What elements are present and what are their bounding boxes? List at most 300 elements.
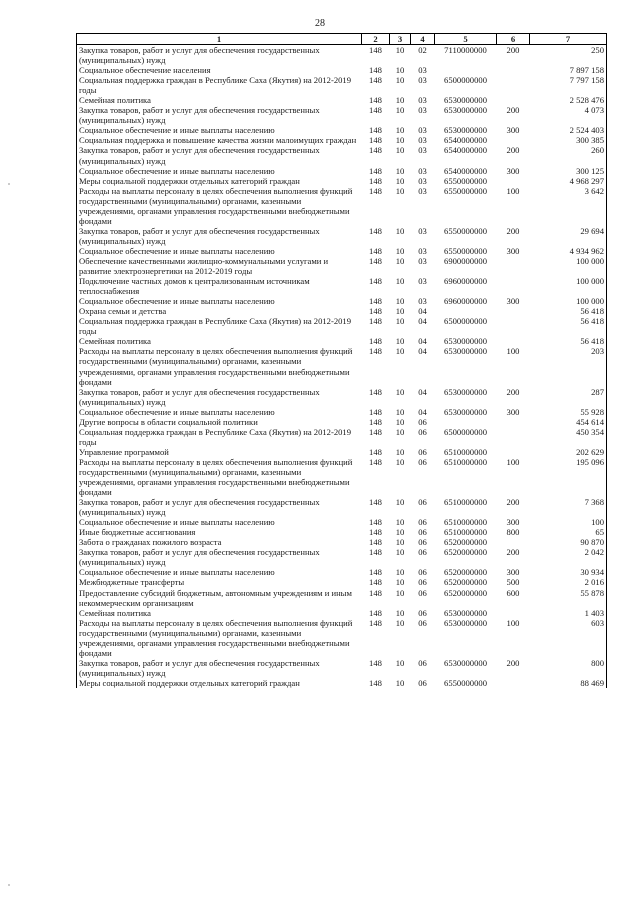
row-code-6: 200 bbox=[506, 547, 520, 558]
row-code-4: 06 bbox=[418, 537, 427, 548]
row-code-3: 10 bbox=[395, 446, 405, 457]
scan-artifact bbox=[8, 884, 10, 886]
row-code-2: 148 bbox=[369, 145, 382, 156]
row-code-5: 6530000000 bbox=[444, 386, 487, 397]
row-code-5: 6530000000 bbox=[444, 607, 487, 618]
row-amount: 56 418 bbox=[530, 336, 607, 346]
row-code-2: 148 bbox=[369, 346, 382, 357]
table-row bbox=[77, 567, 607, 577]
row-amount: 4 073 bbox=[530, 105, 607, 125]
row-amount: 65 bbox=[530, 527, 607, 537]
row-description: Закупка товаров, работ и услуг для обеспечения государственных (муниципальных) нужд bbox=[77, 105, 362, 125]
row-code-4: 03 bbox=[418, 105, 427, 116]
row-code-4: 04 bbox=[418, 386, 427, 397]
table-row bbox=[77, 387, 607, 407]
row-code-4: 03 bbox=[418, 165, 427, 176]
table-row bbox=[77, 658, 607, 678]
row-description: Межбюджетные трансферты bbox=[77, 577, 362, 587]
row-code-6: 300 bbox=[506, 517, 520, 528]
row-code-3: 10 bbox=[395, 276, 405, 287]
table-row bbox=[77, 226, 607, 246]
row-code-5: 6540000000 bbox=[444, 165, 487, 176]
row-code-5 bbox=[435, 306, 497, 316]
row-code-2: 148 bbox=[369, 175, 382, 186]
row-code-6: 300 bbox=[506, 245, 520, 256]
row-code-3: 10 bbox=[395, 105, 405, 116]
row-code-6: 300 bbox=[506, 406, 520, 417]
row-code-2: 148 bbox=[369, 45, 382, 55]
row-code-4: 03 bbox=[418, 225, 427, 236]
row-code-5: 6500000000 bbox=[444, 75, 487, 86]
row-amount: 450 354 bbox=[530, 427, 607, 447]
table-row bbox=[77, 407, 607, 417]
row-code-3: 10 bbox=[395, 527, 405, 538]
row-code-6 bbox=[497, 447, 530, 457]
row-amount: 88 469 bbox=[530, 678, 607, 688]
row-code-2: 148 bbox=[369, 105, 382, 116]
row-code-3: 10 bbox=[395, 577, 405, 588]
row-amount: 90 870 bbox=[530, 537, 607, 547]
row-code-3: 10 bbox=[395, 497, 405, 508]
table-row bbox=[77, 176, 607, 186]
row-code-4: 04 bbox=[418, 346, 427, 357]
row-code-3: 10 bbox=[395, 65, 405, 76]
table-row bbox=[77, 417, 607, 427]
row-code-2: 148 bbox=[369, 185, 382, 196]
row-code-4: 06 bbox=[418, 577, 427, 588]
table-row bbox=[77, 135, 607, 145]
row-code-2: 148 bbox=[369, 245, 382, 256]
row-code-3: 10 bbox=[395, 456, 405, 467]
table-row bbox=[77, 256, 607, 276]
row-amount: 2 528 476 bbox=[530, 95, 607, 105]
row-code-6: 300 bbox=[506, 125, 520, 136]
row-description: Закупка товаров, работ и услуг для обеспечения государственных (муниципальных) нужд bbox=[77, 226, 362, 246]
row-code-6: 200 bbox=[506, 497, 520, 508]
row-code-4: 03 bbox=[418, 135, 427, 146]
row-code-6 bbox=[497, 417, 530, 427]
table-row bbox=[77, 547, 607, 567]
row-code-6: 200 bbox=[506, 105, 520, 116]
row-code-6 bbox=[497, 256, 530, 276]
row-code-3: 10 bbox=[395, 657, 405, 668]
table-row bbox=[77, 618, 607, 658]
row-code-6 bbox=[497, 316, 530, 336]
row-description: Социальное обеспечение и иные выплаты населению bbox=[77, 125, 362, 135]
table-row bbox=[77, 75, 607, 95]
row-amount: 202 629 bbox=[530, 447, 607, 457]
row-code-3: 10 bbox=[395, 95, 405, 106]
row-code-5 bbox=[435, 65, 497, 75]
row-code-4: 06 bbox=[418, 446, 427, 457]
row-code-2: 148 bbox=[369, 537, 382, 548]
row-code-2: 148 bbox=[369, 255, 382, 266]
row-description: Закупка товаров, работ и услуг для обеспечения государственных (муниципальных) нужд bbox=[77, 145, 362, 165]
row-code-6 bbox=[497, 75, 530, 95]
row-code-2: 148 bbox=[369, 577, 382, 588]
row-code-6 bbox=[497, 306, 530, 316]
row-code-4: 06 bbox=[418, 527, 427, 538]
row-amount: 2 042 bbox=[530, 547, 607, 567]
row-code-2: 148 bbox=[369, 446, 382, 457]
row-description: Социальное обеспечение и иные выплаты населению bbox=[77, 407, 362, 417]
row-amount: 250 bbox=[530, 45, 607, 66]
row-code-4: 03 bbox=[418, 125, 427, 136]
row-description: Социальное обеспечение и иные выплаты населению bbox=[77, 517, 362, 527]
row-code-4: 03 bbox=[418, 75, 427, 86]
row-code-2: 148 bbox=[369, 65, 382, 76]
row-code-2: 148 bbox=[369, 336, 382, 347]
row-code-4: 04 bbox=[418, 306, 427, 317]
table-row bbox=[77, 588, 607, 608]
row-description: Расходы на выплаты персоналу в целях обеспечения выполнения функций государственными (муниципальными) органами, казенными учреждениями, органами управления государственными внебюджетными фондами bbox=[77, 618, 362, 658]
row-code-6 bbox=[497, 276, 530, 296]
row-code-6: 100 bbox=[506, 456, 520, 467]
row-code-2: 148 bbox=[369, 406, 382, 417]
row-code-4: 06 bbox=[418, 587, 427, 598]
row-code-6: 200 bbox=[506, 45, 520, 55]
row-amount: 287 bbox=[530, 387, 607, 407]
row-code-3: 10 bbox=[395, 517, 405, 528]
row-code-3: 10 bbox=[395, 617, 405, 628]
row-amount: 203 bbox=[530, 346, 607, 386]
row-description: Социальное обеспечение и иные выплаты населению bbox=[77, 246, 362, 256]
row-code-5: 6540000000 bbox=[444, 145, 487, 156]
row-code-6 bbox=[497, 336, 530, 346]
table-row bbox=[77, 577, 607, 587]
row-description: Социальное обеспечение и иные выплаты населению bbox=[77, 567, 362, 577]
table-row bbox=[77, 65, 607, 75]
row-code-4: 06 bbox=[418, 567, 427, 578]
table-row bbox=[77, 336, 607, 346]
row-amount: 100 000 bbox=[530, 276, 607, 296]
row-amount: 56 418 bbox=[530, 316, 607, 336]
row-code-5: 6530000000 bbox=[444, 617, 487, 628]
row-amount: 7 897 158 bbox=[530, 65, 607, 75]
table-row bbox=[77, 166, 607, 176]
row-code-5: 6510000000 bbox=[444, 446, 487, 457]
row-code-5: 6550000000 bbox=[444, 225, 487, 236]
row-code-5: 6540000000 bbox=[444, 135, 487, 146]
row-code-6: 300 bbox=[506, 165, 520, 176]
table-row bbox=[77, 678, 607, 688]
row-code-3: 10 bbox=[395, 587, 405, 598]
row-description: Социальное обеспечение и иные выплаты населению bbox=[77, 166, 362, 176]
table-row bbox=[77, 537, 607, 547]
row-code-3: 10 bbox=[395, 125, 405, 136]
row-description: Другие вопросы в области социальной политики bbox=[77, 417, 362, 427]
table-row bbox=[77, 296, 607, 306]
row-code-4: 03 bbox=[418, 245, 427, 256]
row-amount: 1 403 bbox=[530, 608, 607, 618]
table-row bbox=[77, 45, 607, 66]
row-code-3: 10 bbox=[395, 416, 405, 427]
row-amount: 30 934 bbox=[530, 567, 607, 577]
row-description: Охрана семьи и детства bbox=[77, 306, 362, 316]
row-code-4: 06 bbox=[418, 416, 427, 427]
row-code-4: 03 bbox=[418, 65, 427, 76]
row-code-6: 100 bbox=[506, 617, 520, 628]
row-code-2: 148 bbox=[369, 296, 382, 307]
row-code-6 bbox=[497, 427, 530, 447]
row-code-6: 500 bbox=[506, 577, 520, 588]
table-row bbox=[77, 105, 607, 125]
row-description: Семейная политика bbox=[77, 608, 362, 618]
row-description: Закупка товаров, работ и услуг для обеспечения государственных (муниципальных) нужд bbox=[77, 497, 362, 517]
row-code-4: 04 bbox=[418, 316, 427, 327]
row-code-5: 6520000000 bbox=[444, 547, 487, 558]
row-code-4: 06 bbox=[418, 426, 427, 437]
table-row bbox=[77, 517, 607, 527]
table-row bbox=[77, 608, 607, 618]
row-code-6: 100 bbox=[506, 185, 520, 196]
row-code-4: 06 bbox=[418, 497, 427, 508]
table-row bbox=[77, 95, 607, 105]
row-description: Предоставление субсидий бюджетным, автономным учреждениям и иным некоммерческим организациям bbox=[77, 588, 362, 608]
column-header: 6 bbox=[497, 34, 530, 45]
row-code-2: 148 bbox=[369, 607, 382, 618]
row-code-5: 6510000000 bbox=[444, 517, 487, 528]
row-code-3: 10 bbox=[395, 346, 405, 357]
table-body bbox=[77, 45, 607, 689]
row-amount: 800 bbox=[530, 658, 607, 678]
row-code-2: 148 bbox=[369, 276, 382, 287]
table-row bbox=[77, 346, 607, 386]
row-code-3: 10 bbox=[395, 426, 405, 437]
scan-artifact bbox=[8, 183, 10, 185]
row-code-6: 200 bbox=[506, 225, 520, 236]
row-code-3: 10 bbox=[395, 537, 405, 548]
row-amount: 7 368 bbox=[530, 497, 607, 517]
row-code-5: 6530000000 bbox=[444, 95, 487, 106]
row-description: Управление программой bbox=[77, 447, 362, 457]
row-code-6: 300 bbox=[506, 567, 520, 578]
row-code-5: 6550000000 bbox=[444, 245, 487, 256]
row-code-6 bbox=[497, 176, 530, 186]
table-row bbox=[77, 145, 607, 165]
row-code-2: 148 bbox=[369, 316, 382, 327]
row-code-6: 800 bbox=[506, 527, 520, 538]
row-code-3: 10 bbox=[395, 255, 405, 266]
row-description: Социальная поддержка граждан в Республике Саха (Якутия) на 2012-2019 годы bbox=[77, 75, 362, 95]
table-row bbox=[77, 457, 607, 497]
row-description: Семейная политика bbox=[77, 95, 362, 105]
row-code-4: 06 bbox=[418, 607, 427, 618]
row-code-3: 10 bbox=[395, 245, 405, 256]
row-code-6: 600 bbox=[506, 587, 520, 598]
row-code-3: 10 bbox=[395, 386, 405, 397]
row-description: Обеспечение качественными жилищно-коммунальными услугами и развитие электроэнергетики на 2012-2019 годы bbox=[77, 256, 362, 276]
row-code-4: 06 bbox=[418, 456, 427, 467]
row-code-2: 148 bbox=[369, 165, 382, 176]
row-code-4: 06 bbox=[418, 677, 427, 688]
row-code-5: 6530000000 bbox=[444, 336, 487, 347]
row-code-4: 06 bbox=[418, 657, 427, 668]
row-amount: 56 418 bbox=[530, 306, 607, 316]
table-row bbox=[77, 316, 607, 336]
row-code-5: 6520000000 bbox=[444, 587, 487, 598]
row-amount: 100 bbox=[530, 517, 607, 527]
row-code-5: 6960000000 bbox=[444, 276, 487, 287]
table-row bbox=[77, 306, 607, 316]
row-description: Социальное обеспечение населения bbox=[77, 65, 362, 75]
row-code-6: 200 bbox=[506, 145, 520, 156]
row-code-2: 148 bbox=[369, 547, 382, 558]
row-code-5: 6530000000 bbox=[444, 346, 487, 357]
row-code-3: 10 bbox=[395, 225, 405, 236]
table-header bbox=[77, 34, 607, 45]
row-code-5 bbox=[435, 417, 497, 427]
row-code-6 bbox=[497, 95, 530, 105]
row-code-5: 6550000000 bbox=[444, 185, 487, 196]
table-row bbox=[77, 447, 607, 457]
row-code-2: 148 bbox=[369, 426, 382, 437]
row-amount: 195 096 bbox=[530, 457, 607, 497]
table-row bbox=[77, 527, 607, 537]
row-description: Расходы на выплаты персоналу в целях обеспечения выполнения функций государственными (муниципальными) органами, казенными учреждениями, органами управления государственными внебюджетными фондами bbox=[77, 186, 362, 226]
row-code-3: 10 bbox=[395, 316, 405, 327]
row-code-6 bbox=[497, 135, 530, 145]
row-code-2: 148 bbox=[369, 75, 382, 86]
row-code-3: 10 bbox=[395, 547, 405, 558]
row-code-5: 6960000000 bbox=[444, 296, 487, 307]
row-amount: 55 878 bbox=[530, 588, 607, 608]
row-code-3: 10 bbox=[395, 296, 405, 307]
row-amount: 29 694 bbox=[530, 226, 607, 246]
row-code-4: 03 bbox=[418, 185, 427, 196]
row-code-2: 148 bbox=[369, 416, 382, 427]
row-code-3: 10 bbox=[395, 165, 405, 176]
row-code-2: 148 bbox=[369, 95, 382, 106]
row-code-2: 148 bbox=[369, 456, 382, 467]
row-description: Подключение частных домов к централизованным источникам теплоснабжения bbox=[77, 276, 362, 296]
row-code-4: 02 bbox=[418, 45, 427, 55]
row-amount: 300 125 bbox=[530, 166, 607, 176]
row-code-5: 6520000000 bbox=[444, 537, 487, 548]
row-code-4: 06 bbox=[418, 617, 427, 628]
row-description: Забота о гражданах пожилого возраста bbox=[77, 537, 362, 547]
budget-table bbox=[76, 33, 607, 688]
row-code-2: 148 bbox=[369, 135, 382, 146]
row-code-5: 6520000000 bbox=[444, 577, 487, 588]
row-amount: 4 934 962 bbox=[530, 246, 607, 256]
row-code-3: 10 bbox=[395, 135, 405, 146]
row-code-6 bbox=[497, 678, 530, 688]
row-code-5: 6510000000 bbox=[444, 497, 487, 508]
row-code-5: 6530000000 bbox=[444, 105, 487, 116]
row-code-4: 03 bbox=[418, 175, 427, 186]
column-header: 1 bbox=[77, 34, 362, 45]
row-code-5: 6900000000 bbox=[444, 255, 487, 266]
row-code-3: 10 bbox=[395, 607, 405, 618]
row-amount: 300 385 bbox=[530, 135, 607, 145]
row-code-4: 04 bbox=[418, 406, 427, 417]
row-amount: 2 524 403 bbox=[530, 125, 607, 135]
row-code-5: 6500000000 bbox=[444, 426, 487, 437]
row-code-5: 6550000000 bbox=[444, 677, 487, 688]
row-code-6: 200 bbox=[506, 386, 520, 397]
row-code-2: 148 bbox=[369, 517, 382, 528]
row-description: Иные бюджетные ассигнования bbox=[77, 527, 362, 537]
row-amount: 7 797 158 bbox=[530, 75, 607, 95]
row-description: Семейная политика bbox=[77, 336, 362, 346]
row-code-3: 10 bbox=[395, 175, 405, 186]
row-description: Социальная поддержка и повышение качества жизни малоимущих граждан bbox=[77, 135, 362, 145]
row-code-2: 148 bbox=[369, 306, 382, 317]
row-code-3: 10 bbox=[395, 677, 405, 688]
row-code-4: 04 bbox=[418, 336, 427, 347]
row-code-4: 03 bbox=[418, 255, 427, 266]
row-amount: 100 000 bbox=[530, 256, 607, 276]
column-header: 5 bbox=[435, 34, 497, 45]
row-code-2: 148 bbox=[369, 527, 382, 538]
row-code-5: 7110000000 bbox=[444, 45, 487, 55]
table-row bbox=[77, 246, 607, 256]
row-description: Закупка товаров, работ и услуг для обеспечения государственных (муниципальных) нужд bbox=[77, 45, 362, 66]
row-code-2: 148 bbox=[369, 657, 382, 668]
row-code-6: 100 bbox=[506, 346, 520, 357]
row-amount: 2 016 bbox=[530, 577, 607, 587]
table-row bbox=[77, 125, 607, 135]
row-code-5: 6520000000 bbox=[444, 567, 487, 578]
row-code-2: 148 bbox=[369, 617, 382, 628]
row-code-3: 10 bbox=[395, 406, 405, 417]
column-header: 3 bbox=[390, 34, 411, 45]
row-description: Расходы на выплаты персоналу в целях обеспечения выполнения функций государственными (муниципальными) органами, казенными учреждениями, органами управления государственными внебюджетными фондами bbox=[77, 457, 362, 497]
row-code-5: 6530000000 bbox=[444, 406, 487, 417]
row-code-5: 6550000000 bbox=[444, 175, 487, 186]
table-row bbox=[77, 186, 607, 226]
column-header: 4 bbox=[411, 34, 435, 45]
row-amount: 260 bbox=[530, 145, 607, 165]
table-row bbox=[77, 276, 607, 296]
row-code-2: 148 bbox=[369, 567, 382, 578]
row-code-2: 148 bbox=[369, 125, 382, 136]
row-code-5: 6510000000 bbox=[444, 456, 487, 467]
row-description: Социальное обеспечение и иные выплаты населению bbox=[77, 296, 362, 306]
row-code-5: 6500000000 bbox=[444, 316, 487, 327]
row-code-3: 10 bbox=[395, 75, 405, 86]
column-header: 7 bbox=[530, 34, 607, 45]
row-description: Меры социальной поддержки отдельных категорий граждан bbox=[77, 176, 362, 186]
row-code-3: 10 bbox=[395, 567, 405, 578]
row-description: Закупка товаров, работ и услуг для обеспечения государственных (муниципальных) нужд bbox=[77, 387, 362, 407]
row-code-5: 6530000000 bbox=[444, 657, 487, 668]
row-code-4: 06 bbox=[418, 517, 427, 528]
row-description: Меры социальной поддержки отдельных категорий граждан bbox=[77, 678, 362, 688]
row-code-4: 03 bbox=[418, 276, 427, 287]
row-code-4: 06 bbox=[418, 547, 427, 558]
row-code-3: 10 bbox=[395, 45, 405, 55]
row-code-4: 03 bbox=[418, 95, 427, 106]
row-amount: 603 bbox=[530, 618, 607, 658]
row-code-5: 6510000000 bbox=[444, 527, 487, 538]
table-row bbox=[77, 427, 607, 447]
table-row bbox=[77, 497, 607, 517]
page-number: 28 bbox=[315, 18, 325, 29]
row-code-5: 6530000000 bbox=[444, 125, 487, 136]
row-code-2: 148 bbox=[369, 677, 382, 688]
row-amount: 100 000 bbox=[530, 296, 607, 306]
row-code-3: 10 bbox=[395, 306, 405, 317]
row-code-6 bbox=[497, 537, 530, 547]
row-amount: 55 928 bbox=[530, 407, 607, 417]
row-description: Закупка товаров, работ и услуг для обеспечения государственных (муниципальных) нужд bbox=[77, 658, 362, 678]
row-description: Социальная поддержка граждан в Республике Саха (Якутия) на 2012-2019 годы bbox=[77, 316, 362, 336]
row-description: Расходы на выплаты персоналу в целях обеспечения выполнения функций государственными (муниципальными) органами, казенными учреждениями, органами управления государственными внебюджетными фондами bbox=[77, 346, 362, 386]
row-code-4: 03 bbox=[418, 145, 427, 156]
row-code-4: 03 bbox=[418, 296, 427, 307]
